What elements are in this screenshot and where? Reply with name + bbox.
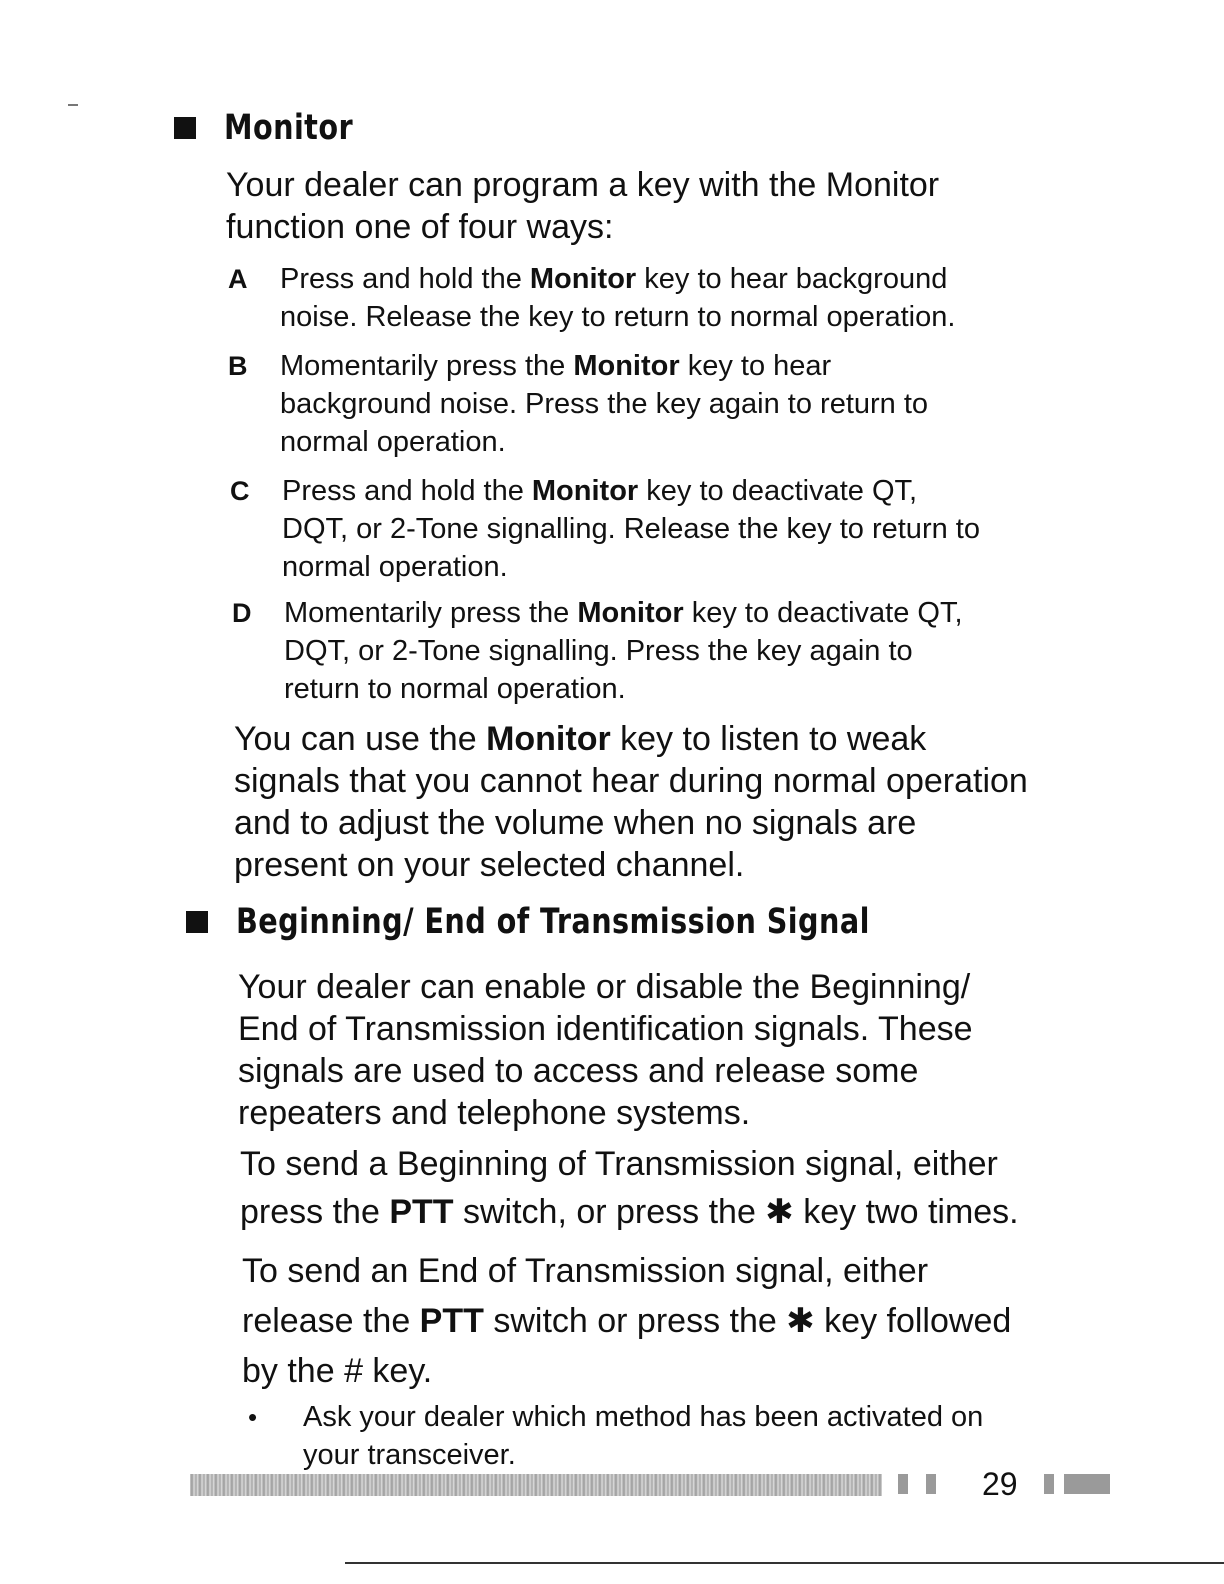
option-letter: B xyxy=(228,351,248,381)
footer-mark xyxy=(1044,1474,1054,1494)
option-letter: A xyxy=(228,264,248,294)
send-eot-paragraph: To send an End of Transmission signal, either release the PTT switch or press the ✱ key followed by the # key. xyxy=(242,1252,1012,1390)
option-text: Press and hold the Monitor key to deactivate QT, DQT, or 2-Tone signalling. Release the key to return to normal operation. xyxy=(282,475,980,583)
square-bullet-icon xyxy=(186,911,208,933)
transmission-signal-heading xyxy=(186,902,1009,942)
option-text: Momentarily press the Monitor key to deactivate QT, DQT, or 2-Tone signalling. Press the key again to return to normal operation. xyxy=(284,597,963,705)
scan-mark xyxy=(68,104,78,106)
option-text: Momentarily press the Monitor key to hear background noise. Press the key again to return to normal operation. xyxy=(280,350,929,458)
bot-eot-intro: Your dealer can enable or disable the Beginning/ End of Transmission identification signals. These signals are used to access and release some repeaters and telephone systems. xyxy=(238,968,973,1132)
send-bot-paragraph: To send a Beginning of Transmission signal, either press the PTT switch, or press the ✱ key two times. xyxy=(240,1145,1019,1231)
option-letter: D xyxy=(232,598,252,628)
option-text: Press and hold the Monitor key to hear background noise. Release the key to return to normal operation. xyxy=(280,263,956,333)
monitor-heading xyxy=(174,108,381,148)
monitor-usage-paragraph: You can use the Monitor key to listen to weak signals that you cannot hear during normal operation and to adjust the volume when no signals are present on your selected channel. xyxy=(234,720,1028,884)
square-bullet-icon xyxy=(174,117,196,139)
page-number: 29 xyxy=(982,1466,1018,1502)
footer-mark xyxy=(898,1474,908,1494)
note-text: Ask your dealer which method has been activated on your transceiver. xyxy=(303,1401,984,1471)
monitor-intro: Your dealer can program a key with the Monitor function one of four ways: xyxy=(226,166,940,246)
bullet-dot-icon: • xyxy=(248,1402,258,1432)
option-letter: C xyxy=(230,476,250,506)
monitor-heading-text: Monitor xyxy=(224,108,354,148)
footer-mark xyxy=(1064,1474,1110,1494)
footer-rule xyxy=(190,1474,882,1496)
transmission-signal-heading-text: Beginning/ End of Transmission Signal xyxy=(236,902,870,942)
footer-mark xyxy=(926,1474,936,1494)
bottom-edge-line xyxy=(345,1562,1224,1564)
